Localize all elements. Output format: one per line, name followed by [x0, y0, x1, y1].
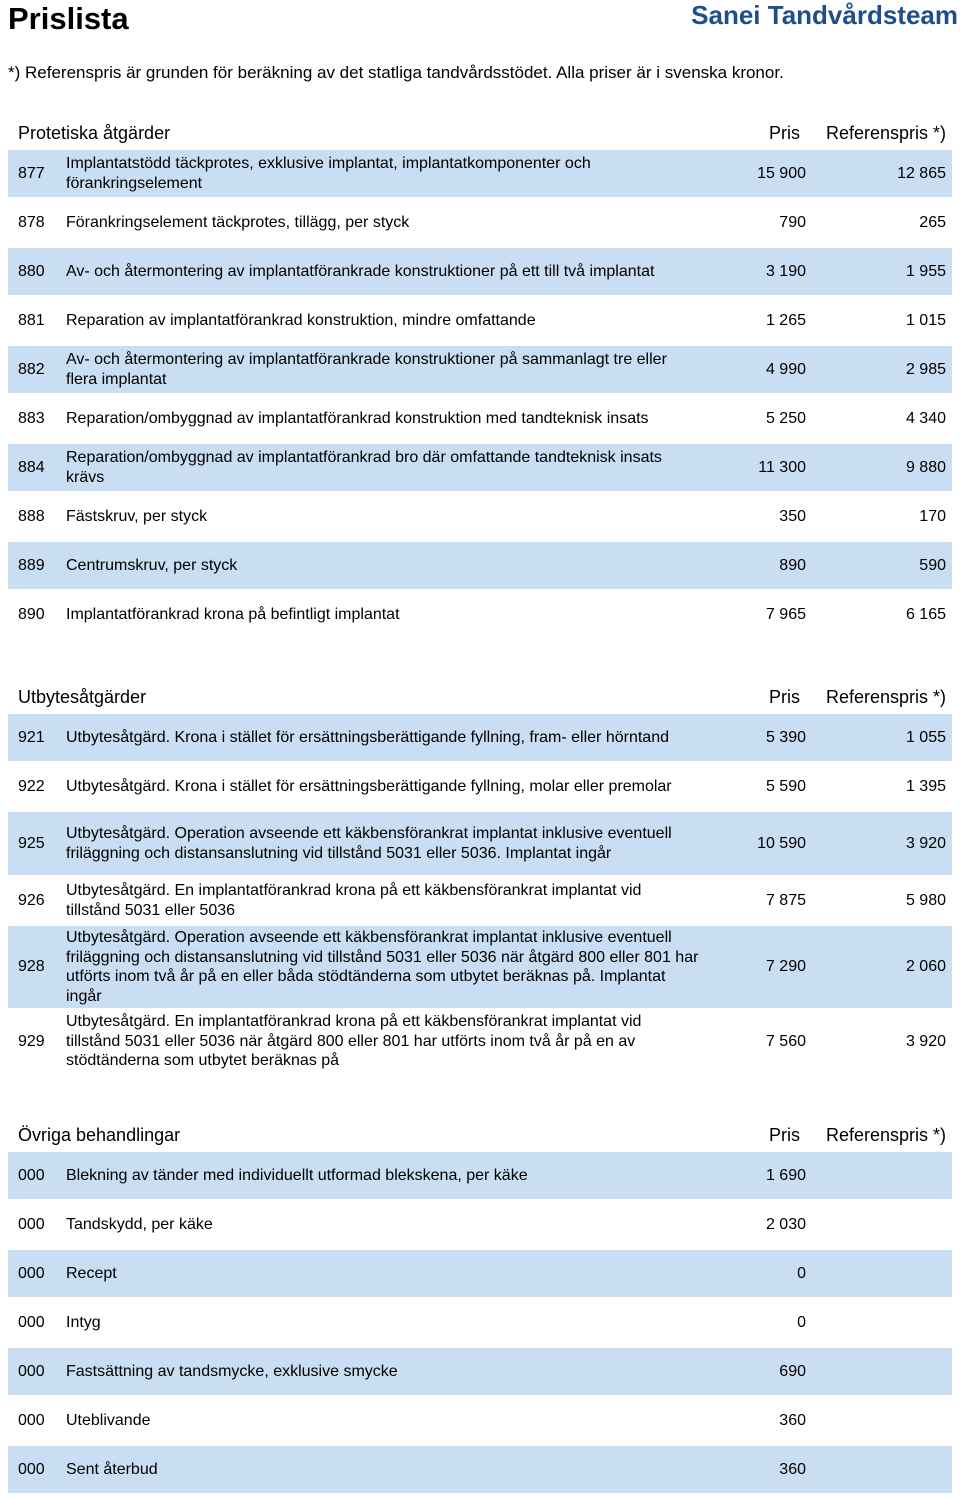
price: 890 [779, 556, 806, 574]
treatment-description: Reparation/ombyggnad av implantatförankrad bro där omfattande tandteknisk insats krävs [66, 449, 662, 486]
reference-price: 12 865 [897, 164, 946, 182]
reference-price: 1 055 [905, 728, 946, 746]
price: 4 990 [765, 360, 806, 378]
column-header-pris: Pris [769, 1124, 800, 1145]
price-row [8, 542, 952, 589]
treatment-description: Utbytesåtgärd. Krona i stället för ersättningsberättigande fyllning, fram- eller hörntand [66, 728, 669, 746]
price: 7 875 [765, 891, 806, 909]
treatment-description: Utbytesåtgärd. Operation avseende ett käkbensförankrat implantat inklusive eventuell friläggning och distansanslutning vid tillstånd 5031 eller 5036. Implantat ingår [66, 825, 672, 862]
treatment-code: 929 [18, 1032, 45, 1050]
section-title: Övriga behandlingar [18, 1124, 181, 1145]
price-row [8, 1299, 952, 1346]
reference-price: 1 955 [905, 262, 946, 280]
price-row [8, 926, 952, 1008]
price: 1 265 [765, 311, 806, 329]
treatment-code: 889 [18, 556, 45, 574]
treatment-code: 878 [18, 213, 45, 231]
price-row [8, 199, 952, 246]
section-ovriga [8, 1120, 952, 1493]
treatment-description: Reparation/ombyggnad av implantatförankrad konstruktion med tandteknisk insats [66, 409, 649, 427]
reference-price: 3 920 [905, 834, 946, 852]
treatment-code: 888 [18, 507, 45, 525]
price: 0 [797, 1313, 806, 1331]
price: 350 [779, 507, 806, 525]
price-row [8, 493, 952, 540]
treatment-description: Förankringselement täckprotes, tillägg, per styck [66, 213, 410, 231]
reference-price: 3 920 [905, 1032, 946, 1050]
price: 7 965 [765, 605, 806, 623]
price-row [8, 1201, 952, 1248]
price-row [8, 248, 952, 295]
treatment-code: 890 [18, 605, 45, 623]
treatment-code: 883 [18, 409, 45, 427]
treatment-description: Uteblivande [66, 1411, 151, 1429]
treatment-description: Av- och återmontering av implantatförankrade konstruktioner på sammanlagt tre eller flera implantat [66, 351, 667, 388]
price: 360 [779, 1460, 806, 1478]
price-row [8, 297, 952, 344]
price: 360 [779, 1411, 806, 1429]
treatment-code: 000 [18, 1264, 45, 1282]
treatment-description: Fastsättning av tandsmycke, exklusive smycke [66, 1362, 398, 1380]
treatment-description: Recept [66, 1264, 117, 1282]
treatment-description: Intyg [66, 1313, 101, 1331]
treatment-code: 000 [18, 1362, 45, 1380]
price: 790 [779, 213, 806, 231]
price-row [8, 1250, 952, 1297]
treatment-description: Fästskruv, per styck [66, 507, 208, 525]
treatment-description: Utbytesåtgärd. Krona i stället för ersättningsberättigande fyllning, molar eller premolar [66, 777, 672, 795]
treatment-code: 000 [18, 1313, 45, 1331]
reference-price: 590 [919, 556, 946, 574]
price: 10 590 [757, 834, 806, 852]
reference-price: 1 015 [905, 311, 946, 329]
price-row [8, 346, 952, 393]
price-row [8, 1152, 952, 1199]
treatment-description: Av- och återmontering av implantatförankrade konstruktioner på ett till två implantat [66, 262, 655, 280]
price: 690 [779, 1362, 806, 1380]
price: 5 590 [765, 777, 806, 795]
column-header-pris: Pris [769, 122, 800, 143]
price: 11 300 [758, 458, 806, 476]
price-row [8, 1397, 952, 1444]
treatment-description: Blekning av tänder med individuellt utformad blekskena, per käke [66, 1166, 528, 1184]
price-row [8, 1348, 952, 1395]
section-title: Utbytesåtgärder [18, 686, 147, 707]
price: 3 190 [765, 262, 806, 280]
section-protetiska [8, 118, 952, 638]
page-title: Prislista [8, 1, 129, 36]
reference-price: 2 985 [905, 360, 946, 378]
clinic-name: Sanei Tandvårdsteam [691, 0, 958, 30]
price-row [8, 395, 952, 442]
reference-price: 170 [919, 507, 946, 525]
treatment-code: 877 [18, 164, 45, 182]
treatment-description: Utbytesåtgärd. En implantatförankrad krona på ett käkbensförankrat implantat vid tillstånd 5031 eller 5036 [66, 882, 642, 919]
treatment-code: 000 [18, 1411, 45, 1429]
price: 5 390 [765, 728, 806, 746]
price: 1 690 [765, 1166, 806, 1184]
section-header [8, 118, 952, 148]
price-row [8, 763, 952, 810]
column-header-referenspris: Referenspris *) [825, 686, 946, 707]
treatment-description: Implantatförankrad krona på befintligt implantat [66, 605, 400, 623]
section-header [8, 682, 952, 712]
treatment-code: 926 [18, 891, 45, 909]
price: 0 [797, 1264, 806, 1282]
price: 15 900 [757, 164, 806, 182]
price-row [8, 150, 952, 197]
price-row [8, 877, 952, 924]
column-header-referenspris: Referenspris *) [825, 1124, 946, 1145]
section-header [8, 1120, 952, 1150]
price-row [8, 812, 952, 875]
reference-price: 4 340 [905, 409, 946, 427]
section-utbytes [8, 682, 952, 1073]
reference-price: 9 880 [905, 458, 946, 476]
treatment-description: Implantatstödd täckprotes, exklusive implantat, implantatkomponenter och förankringselement [66, 155, 591, 192]
treatment-description: Centrumskruv, per styck [66, 556, 238, 574]
price-row [8, 1446, 952, 1493]
price-row [8, 1010, 952, 1073]
treatment-code: 921 [18, 728, 45, 746]
reference-price: 1 395 [905, 777, 946, 795]
price: 2 030 [765, 1215, 806, 1233]
treatment-description: Reparation av implantatförankrad konstruktion, mindre omfattande [66, 311, 536, 329]
reference-price: 5 980 [905, 891, 946, 909]
treatment-description: Utbytesåtgärd. Operation avseende ett käkbensförankrat implantat inklusive eventuell friläggning och distansanslutning vid tillstånd 5031 eller 5036 när åtgärd 800 eller 801 har utförts inom två år på en eller båda stödtänderna som utbytet beräknas på. Implantat ingår [66, 929, 699, 1005]
treatment-code: 922 [18, 777, 45, 795]
price: 7 560 [765, 1032, 806, 1050]
treatment-code: 000 [18, 1460, 45, 1478]
reference-price: 265 [919, 213, 946, 231]
treatment-description: Tandskydd, per käke [66, 1215, 213, 1233]
treatment-code: 000 [18, 1166, 45, 1184]
price: 7 290 [765, 958, 806, 976]
treatment-code: 925 [18, 834, 45, 852]
reference-note: *) Referenspris är grunden för beräkning av det statliga tandvårdsstödet. Alla priser är i svenska kronor. [8, 63, 784, 82]
price-row [8, 444, 952, 491]
treatment-code: 000 [18, 1215, 45, 1233]
treatment-description: Sent återbud [66, 1460, 158, 1478]
column-header-pris: Pris [769, 686, 800, 707]
section-title: Protetiska åtgärder [18, 122, 171, 143]
column-header-referenspris: Referenspris *) [825, 122, 946, 143]
reference-price: 2 060 [905, 958, 946, 976]
price-row [8, 714, 952, 761]
treatment-code: 880 [18, 262, 45, 280]
treatment-code: 884 [18, 458, 45, 476]
treatment-description: Utbytesåtgärd. En implantatförankrad krona på ett käkbensförankrat implantat vid tillstånd 5031 eller 5036 när åtgärd 800 eller 801 har utförts inom två år på en av stödtänderna som utbytet beräknas på [66, 1013, 642, 1070]
price: 5 250 [765, 409, 806, 427]
price-row [8, 591, 952, 638]
treatment-code: 882 [18, 360, 45, 378]
treatment-code: 881 [18, 311, 45, 329]
reference-price: 6 165 [905, 605, 946, 623]
treatment-code: 928 [18, 958, 45, 976]
